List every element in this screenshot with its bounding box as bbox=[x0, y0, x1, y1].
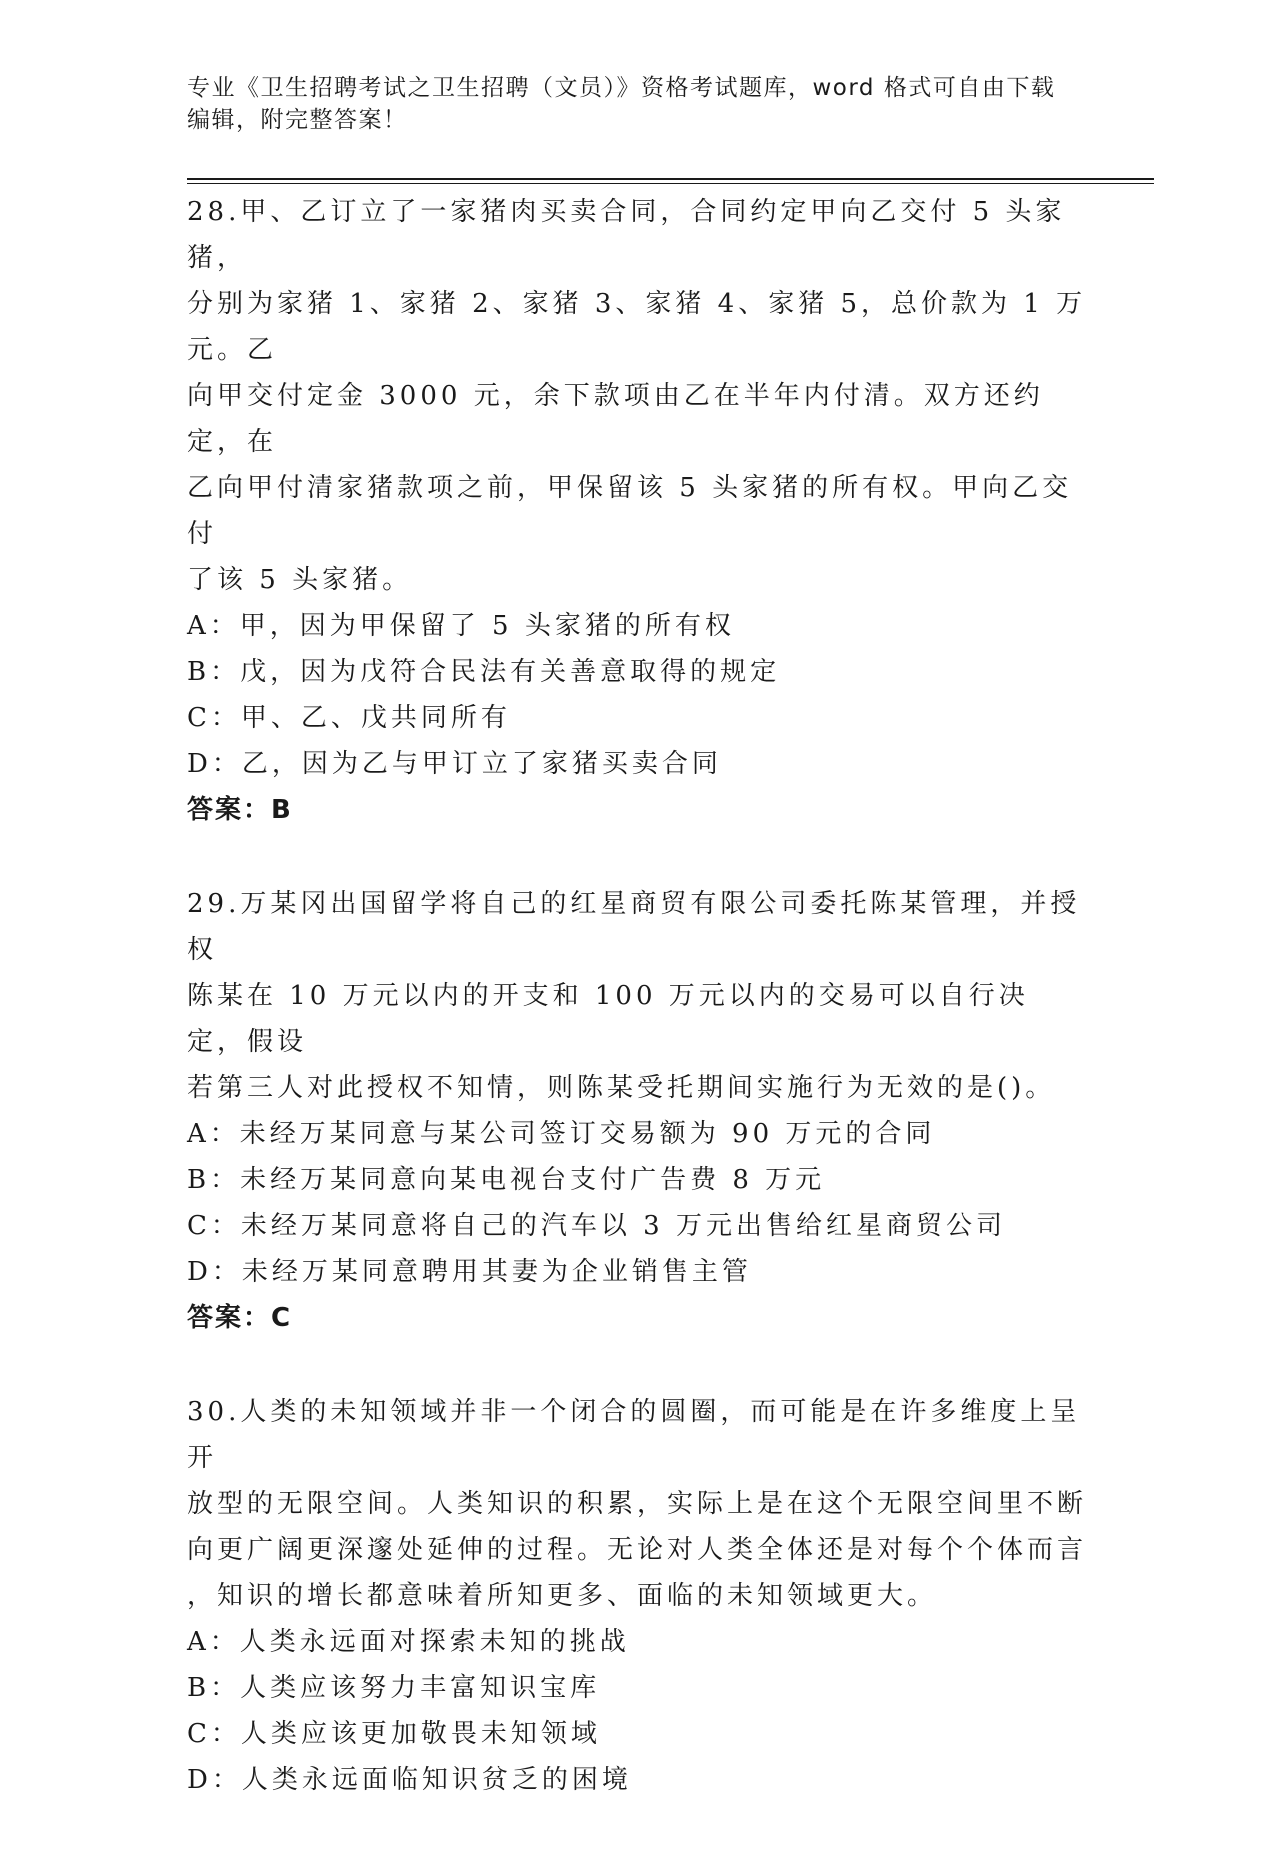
option-b: B：未经万某同意向某电视台支付广告费 8 万元 bbox=[187, 1165, 826, 1195]
document-header bbox=[187, 72, 1087, 136]
option-a: A：甲，因为甲保留了 5 头家猪的所有权 bbox=[187, 611, 735, 641]
question-stem-line: 28.甲、乙订立了一家猪肉买卖合同，合同约定甲向乙交付 5 头家猪， bbox=[187, 197, 1066, 273]
header-divider-thick bbox=[187, 178, 1154, 180]
question-stem-line: 若第三人对此授权不知情，则陈某受托期间实施行为无效的是()。 bbox=[187, 1073, 1056, 1103]
header-line-1: 专业《卫生招聘考试之卫生招聘（文员）》资格考试题库，word 格式可自由下载 bbox=[187, 75, 1056, 101]
header-line-2: 编辑，附完整答案！ bbox=[187, 107, 408, 133]
header-divider-thin bbox=[187, 183, 1154, 184]
question-stem-line: 29.万某冈出国留学将自己的红星商贸有限公司委托陈某管理，并授权 bbox=[187, 889, 1081, 965]
question-stem bbox=[187, 1389, 1087, 1619]
option-b: B：人类应该努力丰富知识宝库 bbox=[187, 1673, 601, 1703]
option-d: D：未经万某同意聘用其妻为企业销售主管 bbox=[187, 1257, 752, 1287]
question-stem-line: 放型的无限空间。人类知识的积累，实际上是在这个无限空间里不断 bbox=[187, 1489, 1088, 1519]
question-stem-line: 分别为家猪 1、家猪 2、家猪 3、家猪 4、家猪 5，总价款为 1 万元。乙 bbox=[187, 289, 1087, 365]
option-b: B：戊，因为戊符合民法有关善意取得的规定 bbox=[187, 657, 781, 687]
question-stem-line: 了该 5 头家猪。 bbox=[187, 565, 413, 595]
option-c: C：人类应该更加敬畏未知领域 bbox=[187, 1719, 601, 1749]
option-a: A：未经万某同意与某公司签订交易额为 90 万元的合同 bbox=[187, 1119, 936, 1149]
option-a: A：人类永远面对探索未知的挑战 bbox=[187, 1627, 630, 1657]
option-c: C：甲、乙、戊共同所有 bbox=[187, 703, 511, 733]
option-d: D：乙，因为乙与甲订立了家猪买卖合同 bbox=[187, 749, 722, 779]
question-29 bbox=[187, 881, 1087, 1341]
question-stem-line: 向甲交付定金 3000 元，余下款项由乙在半年内付清。双方还约定，在 bbox=[187, 381, 1044, 457]
question-stem-line: 陈某在 10 万元以内的开支和 100 万元以内的交易可以自行决定，假设 bbox=[187, 981, 1029, 1057]
answer-label: 答案：C bbox=[187, 1303, 293, 1333]
option-d: D：人类永远面临知识贫乏的困境 bbox=[187, 1765, 632, 1795]
question-stem bbox=[187, 881, 1087, 1111]
question-stem-line: 30.人类的未知领域并非一个闭合的圆圈，而可能是在许多维度上呈开 bbox=[187, 1397, 1081, 1473]
question-list bbox=[187, 189, 1087, 1851]
question-30 bbox=[187, 1389, 1087, 1803]
option-c: C：未经万某同意将自己的汽车以 3 万元出售给红星商贸公司 bbox=[187, 1211, 1006, 1241]
question-28 bbox=[187, 189, 1087, 833]
question-stem-line: 乙向甲付清家猪款项之前，甲保留该 5 头家猪的所有权。甲向乙交付 bbox=[187, 473, 1073, 549]
question-stem bbox=[187, 189, 1087, 603]
question-stem-line: ，知识的增长都意味着所知更多、面临的未知领域更大。 bbox=[187, 1581, 938, 1611]
question-stem-line: 向更广阔更深邃处延伸的过程。无论对人类全体还是对每个个体而言 bbox=[187, 1535, 1088, 1565]
answer-label: 答案：B bbox=[187, 795, 293, 825]
